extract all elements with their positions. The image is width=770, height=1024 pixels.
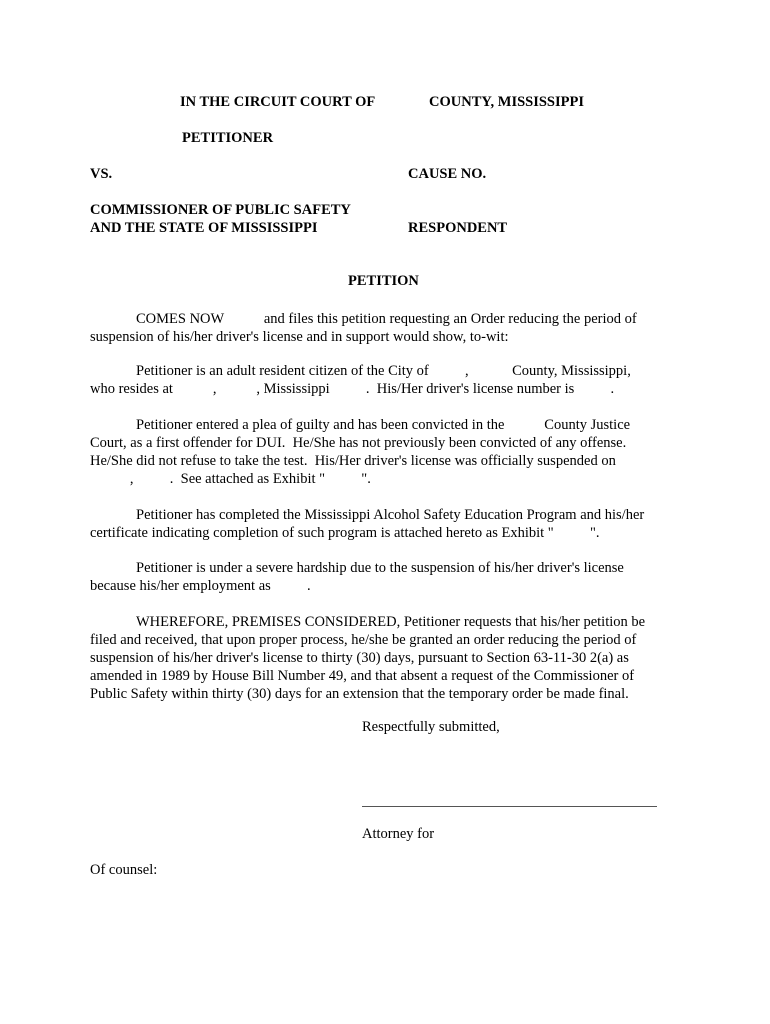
- paragraph-line: , . See attached as Exhibit " ".: [90, 471, 371, 487]
- paragraph-line: suspension of his/her driver's license to thirty (30) days, pursuant to Section 63-11-30 2(a) as: [90, 650, 629, 666]
- respondent-name-line1: COMMISSIONER OF PUBLIC SAFETY: [90, 202, 351, 218]
- court-name-left: IN THE CIRCUIT COURT OF: [180, 94, 376, 110]
- cause-number-label: CAUSE NO.: [408, 166, 487, 182]
- paragraph-line: COMES NOW and files this petition requesting an Order reducing the period of: [136, 311, 637, 327]
- paragraph-line: because his/her employment as .: [90, 578, 311, 594]
- paragraph-line: He/She did not refuse to take the test. His/Her driver's license was officially suspended on: [90, 453, 616, 469]
- paragraph-line: filed and received, that upon proper process, he/she be granted an order reducing the period of: [90, 632, 637, 648]
- paragraph-line: Petitioner is an adult resident citizen of the City of , County, Mississippi,: [136, 363, 631, 379]
- paragraph-line: WHEREFORE, PREMISES CONSIDERED, Petitioner requests that his/her petition be: [136, 614, 646, 630]
- respondent-label: RESPONDENT: [408, 220, 508, 236]
- paragraph-line: who resides at , , Mississippi . His/Her driver's license number is .: [90, 381, 615, 397]
- attorney-for-label: Attorney for: [362, 826, 435, 842]
- respondent-name-line2: AND THE STATE OF MISSISSIPPI: [90, 220, 318, 236]
- signature-line[interactable]: [362, 806, 657, 807]
- respectfully-submitted: Respectfully submitted,: [362, 719, 500, 735]
- paragraph-line: Petitioner entered a plea of guilty and has been convicted in the County Justice: [136, 417, 631, 433]
- petitioner-label: PETITIONER: [182, 130, 274, 146]
- paragraph-line: Public Safety within thirty (30) days for an extension that the temporary order be made final.: [90, 686, 629, 702]
- document-title: PETITION: [348, 273, 419, 289]
- paragraph-line: Court, as a first offender for DUI. He/She has not previously been convicted of any offense.: [90, 435, 627, 451]
- paragraph-line: Petitioner has completed the Mississippi Alcohol Safety Education Program and his/her: [136, 507, 645, 523]
- court-name-right: COUNTY, MISSISSIPPI: [429, 94, 584, 110]
- paragraph-line: amended in 1989 by House Bill Number 49, and that absent a request of the Commissioner of: [90, 668, 635, 684]
- versus-label: VS.: [90, 166, 113, 182]
- paragraph-line: certificate indicating completion of such program is attached hereto as Exhibit " ".: [90, 525, 600, 541]
- paragraph-line: suspension of his/her driver's license and in support would show, to-wit:: [90, 329, 509, 345]
- of-counsel-label: Of counsel:: [90, 862, 158, 878]
- paragraph-line: Petitioner is under a severe hardship due to the suspension of his/her driver's license: [136, 560, 624, 576]
